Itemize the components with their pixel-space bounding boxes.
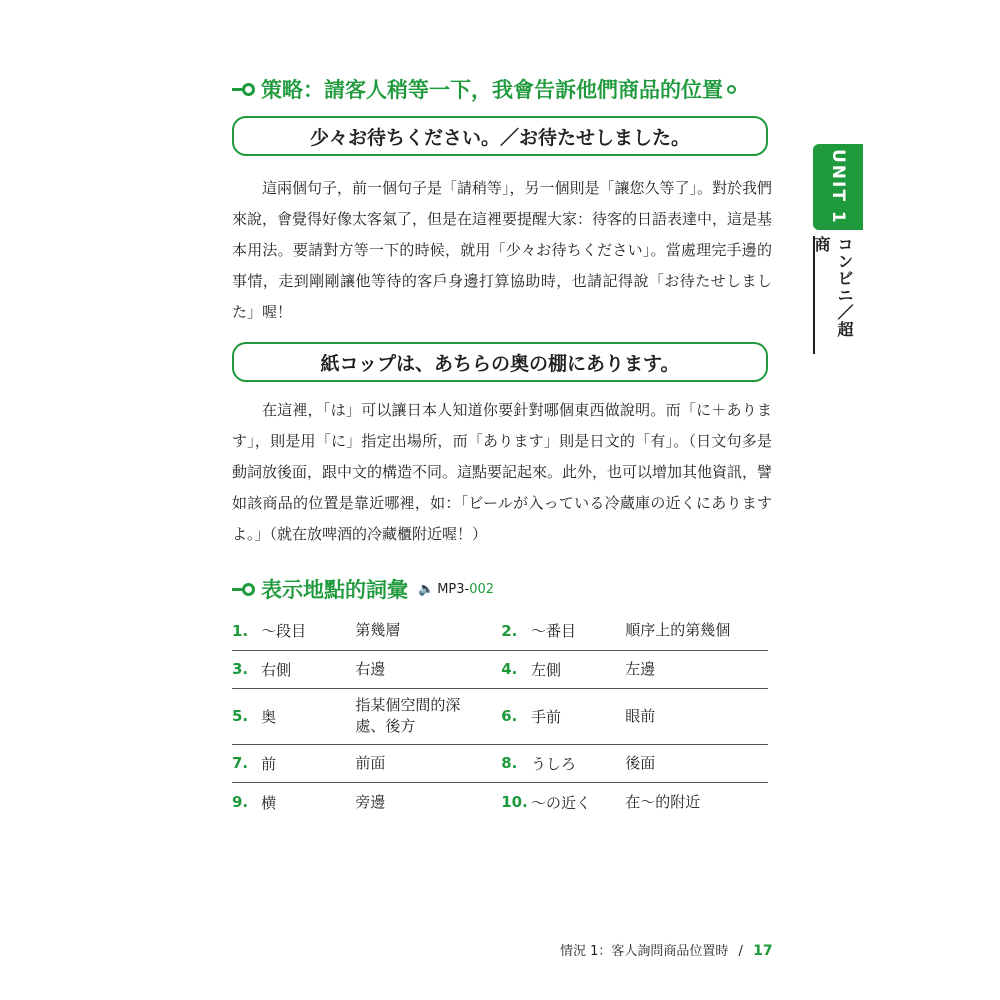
vocab-meaning: 順序上的第幾個	[625, 621, 731, 640]
section-heading-strategy	[232, 74, 736, 104]
phrase-box-2	[232, 342, 768, 382]
vocab-heading-text: 表示地點的詞彙	[261, 578, 408, 602]
page-number: 17	[753, 943, 773, 959]
chapter-side-title: コンビニ／超商	[812, 236, 854, 338]
heading-marker-icon	[232, 83, 255, 96]
speaker-icon: 🔈	[418, 581, 435, 597]
vocab-word: 右側	[261, 660, 292, 679]
vocab-word: ～の近く	[530, 793, 591, 812]
vocab-number: 3.	[232, 660, 249, 678]
explanation-paragraph-1	[232, 173, 772, 328]
phrase-2-text: 紙コップは、あちらの奥の棚にあります。	[320, 352, 680, 375]
chapter-side-label	[812, 236, 854, 354]
footer-separator: /	[738, 944, 743, 959]
vocab-number: 8.	[501, 754, 518, 772]
vocab-number: 10.	[501, 793, 528, 812]
vocab-meaning: 旁邊	[355, 792, 386, 811]
page-footer	[560, 940, 773, 959]
vocab-word: うしろ	[530, 754, 576, 773]
vocab-number: 7.	[232, 754, 249, 772]
vocab-row	[232, 782, 768, 822]
vocab-number: 4.	[501, 660, 518, 678]
phrase-box-1	[232, 116, 768, 156]
audio-prefix: MP3-	[437, 581, 470, 597]
vocab-row	[232, 688, 768, 744]
vocabulary-table	[232, 612, 768, 822]
vocab-meaning: 在～的附近	[625, 792, 701, 811]
vocab-word: 前	[261, 754, 277, 773]
paragraph-1-text: 這兩個句子，前一個句子是「請稍等」，另一個則是「讓您久等了」。對於我們來說，會覺得好像太客氣了，但是在這裡要提醒大家：待客的日語表達中，這是基本用法。要請對方等一下的時候，就用「少々お待ちください」。當處理完手邊的事情，走到剛剛讓他等待的客戶身邊打算協助時，也請記得說「お待たせしました」喔！	[232, 179, 773, 321]
section-heading-vocabulary	[232, 574, 494, 604]
vocab-word: 奥	[261, 707, 277, 726]
audio-track-label[interactable]	[418, 582, 494, 597]
heading-dot-icon	[727, 85, 736, 94]
vocab-word: 横	[261, 793, 277, 812]
vocab-row	[232, 612, 768, 650]
vocab-meaning: 左邊	[625, 659, 656, 678]
vocab-meaning: 右邊	[355, 659, 386, 678]
vocab-row	[232, 650, 768, 688]
unit-tab-label: UNIT 1	[828, 149, 848, 225]
paragraph-2-text: 在這裡，「は」可以讓日本人知道你要針對哪個東西做說明。而「に＋あります」，則是用「に」指定出場所，而「あります」則是日文的「有」。（日文句多是動詞放後面，跟中文的構造不同。這點要記起來。此外，也可以增加其他資訊，譬如該商品的位置是靠近哪裡，如：「ビールが入っている冷蔵庫の近くにありますよ。」（就在放啤酒的冷藏櫃附近喔！）	[232, 401, 773, 543]
vocab-number: 2.	[501, 621, 518, 640]
footer-chapter-text: 情況 1：客人詢問商品位置時	[560, 944, 729, 959]
vocab-word: 左側	[530, 660, 561, 679]
vocab-number: 5.	[232, 707, 249, 725]
phrase-1-text: 少々お待ちください。／お待たせしました。	[309, 126, 690, 149]
vocab-meaning: 前面	[355, 753, 386, 772]
vocab-number: 9.	[232, 793, 249, 812]
vocab-number: 1.	[232, 621, 249, 640]
heading-marker-icon	[232, 583, 255, 596]
vocab-word: ～番目	[530, 622, 576, 641]
vocab-meaning: 指某個空間的深處、後方	[355, 696, 461, 735]
unit-tab[interactable]	[813, 144, 863, 230]
vocab-meaning: 第幾層	[355, 621, 401, 640]
vocab-word: 手前	[530, 707, 561, 726]
vocab-number: 6.	[501, 707, 518, 725]
audio-number: 002	[469, 581, 495, 597]
vocab-word: ～段目	[261, 622, 307, 641]
vocab-meaning: 眼前	[625, 706, 656, 725]
section-heading-text: 策略：請客人稍等一下，我會告訴他們商品的位置	[261, 78, 723, 102]
vocab-row	[232, 744, 768, 782]
vocab-meaning: 後面	[625, 753, 656, 772]
explanation-paragraph-2	[232, 395, 772, 550]
